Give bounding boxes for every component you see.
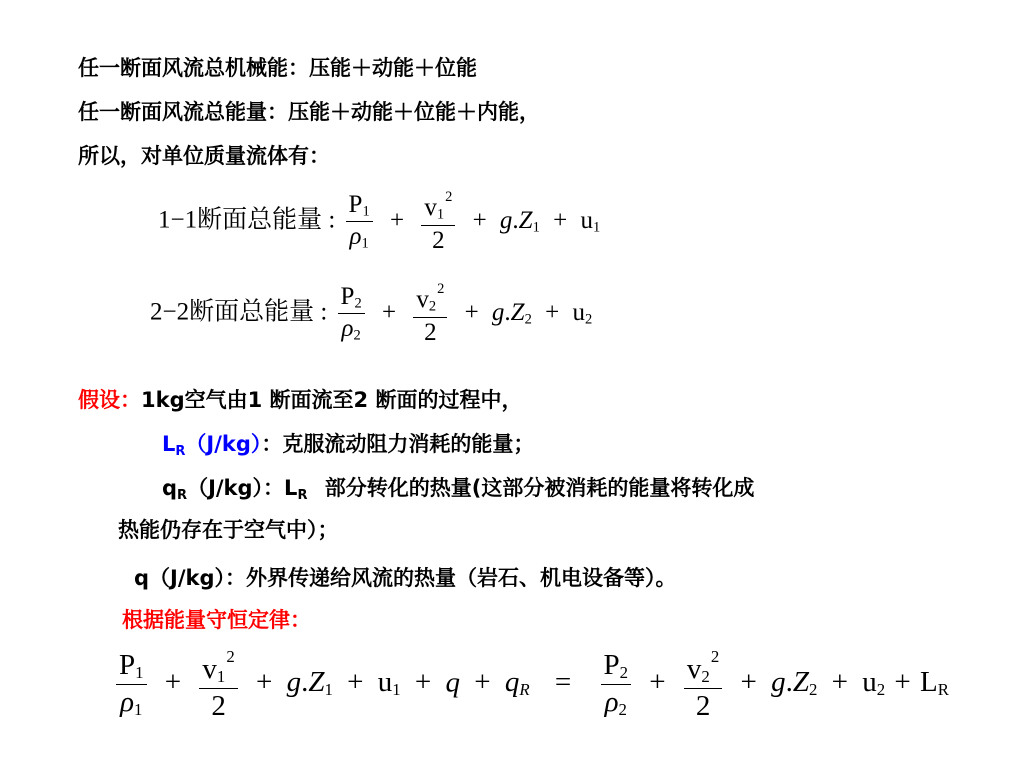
assumption-qr-line (162, 474, 754, 510)
formula3-potential-term-2: $g.Z_2$ (771, 666, 818, 700)
formula2-potential-term: $g.Z_2$ (491, 298, 532, 328)
formula3-pressure-term-2: $\frac{P_2}{\rho_2}$ (601, 650, 632, 719)
formula3-heat-qr: $q_R$ (504, 666, 530, 700)
formula-section-2: 2−2断面总能量 : $\frac{P_2}{\rho_2}$ + $\frac{v_2^2}{2}$ + $g.Z_2 + u_2$ (150, 281, 593, 346)
formula3-kinetic-term-2: $\frac{v_2^2}{2}$ (684, 648, 722, 721)
formula3-kinetic-term-1: $\frac{v_1^2}{2}$ (199, 648, 237, 721)
formula2-kinetic-term: $\frac{v_2^2}{2}$ (413, 282, 447, 346)
qr-symbol: qR（J/kg）：LR (162, 476, 308, 503)
formula2-pressure-term: $\frac{P_2}{\rho_2}$ (338, 284, 365, 345)
formula2-prefix: 2−2断面总能量 : (150, 298, 328, 326)
formula1-potential-term: $g.Z_1$ (499, 206, 540, 236)
assumption-lr-line (162, 430, 534, 466)
formula-section-1: 1−1断面总能量 : $\frac{P_1}{\rho_1}$ + $\frac{v_1^2}{2}$ + $g.Z_1 + u_1$ (158, 189, 601, 254)
formula3-internal-term-2: $u_2$ (862, 666, 886, 700)
intro-line-2: 任一断面风流总能量：压能＋动能＋位能＋内能， (78, 100, 540, 124)
assumption-label: 假设： (78, 388, 141, 412)
formula3-potential-term-1: $g.Z_1$ (286, 666, 333, 700)
formula3-pressure-term-1: $\frac{P_1}{\rho_1}$ (116, 650, 147, 719)
formula1-internal-term: $u_1$ (580, 206, 601, 236)
energy-balance-equation: $\frac{P_1}{\rho_1}$ + $\frac{v_1^2}{2}$ + $g.Z_1 + u_1 + q + q_R$ = $\frac{P_2}{\rho_2}$ + $\frac{v_2^2}{2}$ + $g.Z_2 + u_2 + L_R$ (112, 648, 949, 721)
qr-description: 部分转化的热量(这部分被消耗的能量将转化成 (324, 476, 755, 500)
assumption-line-1 (78, 386, 522, 414)
formula3-resistance-loss: $L_R$ (920, 666, 949, 700)
assumption-qr-line-2: 热能仍存在于空气中）； (118, 518, 339, 542)
assumption-q-line: q（J/kg）：外界传递给风流的热量（岩石、机电设备等）。 (134, 566, 677, 590)
formula1-pressure-term: $\frac{P_1}{\rho_1}$ (346, 192, 373, 253)
formula3-internal-term-1: $u_1$ (377, 666, 401, 700)
conservation-law-heading: 根据能量守恒定律： (122, 608, 311, 632)
formula1-prefix: 1−1断面总能量 : (158, 206, 336, 234)
intro-line-3: 所以，对单位质量流体有： (78, 144, 330, 168)
formula3-heat-q: q (445, 666, 460, 699)
formula1-kinetic-term: $\frac{v_1^2}{2}$ (421, 190, 455, 254)
assumption-text: 1kg空气由1 断面流至2 断面的过程中， (141, 388, 523, 412)
intro-line-1: 任一断面风流总机械能：压能＋动能＋位能 (78, 56, 477, 80)
formula3-equals: = (554, 666, 572, 699)
formula2-internal-term: $u_2$ (572, 298, 593, 328)
lr-description: ：克服流动阻力消耗的能量； (261, 432, 535, 456)
lr-symbol: LR（J/kg） (162, 432, 262, 459)
